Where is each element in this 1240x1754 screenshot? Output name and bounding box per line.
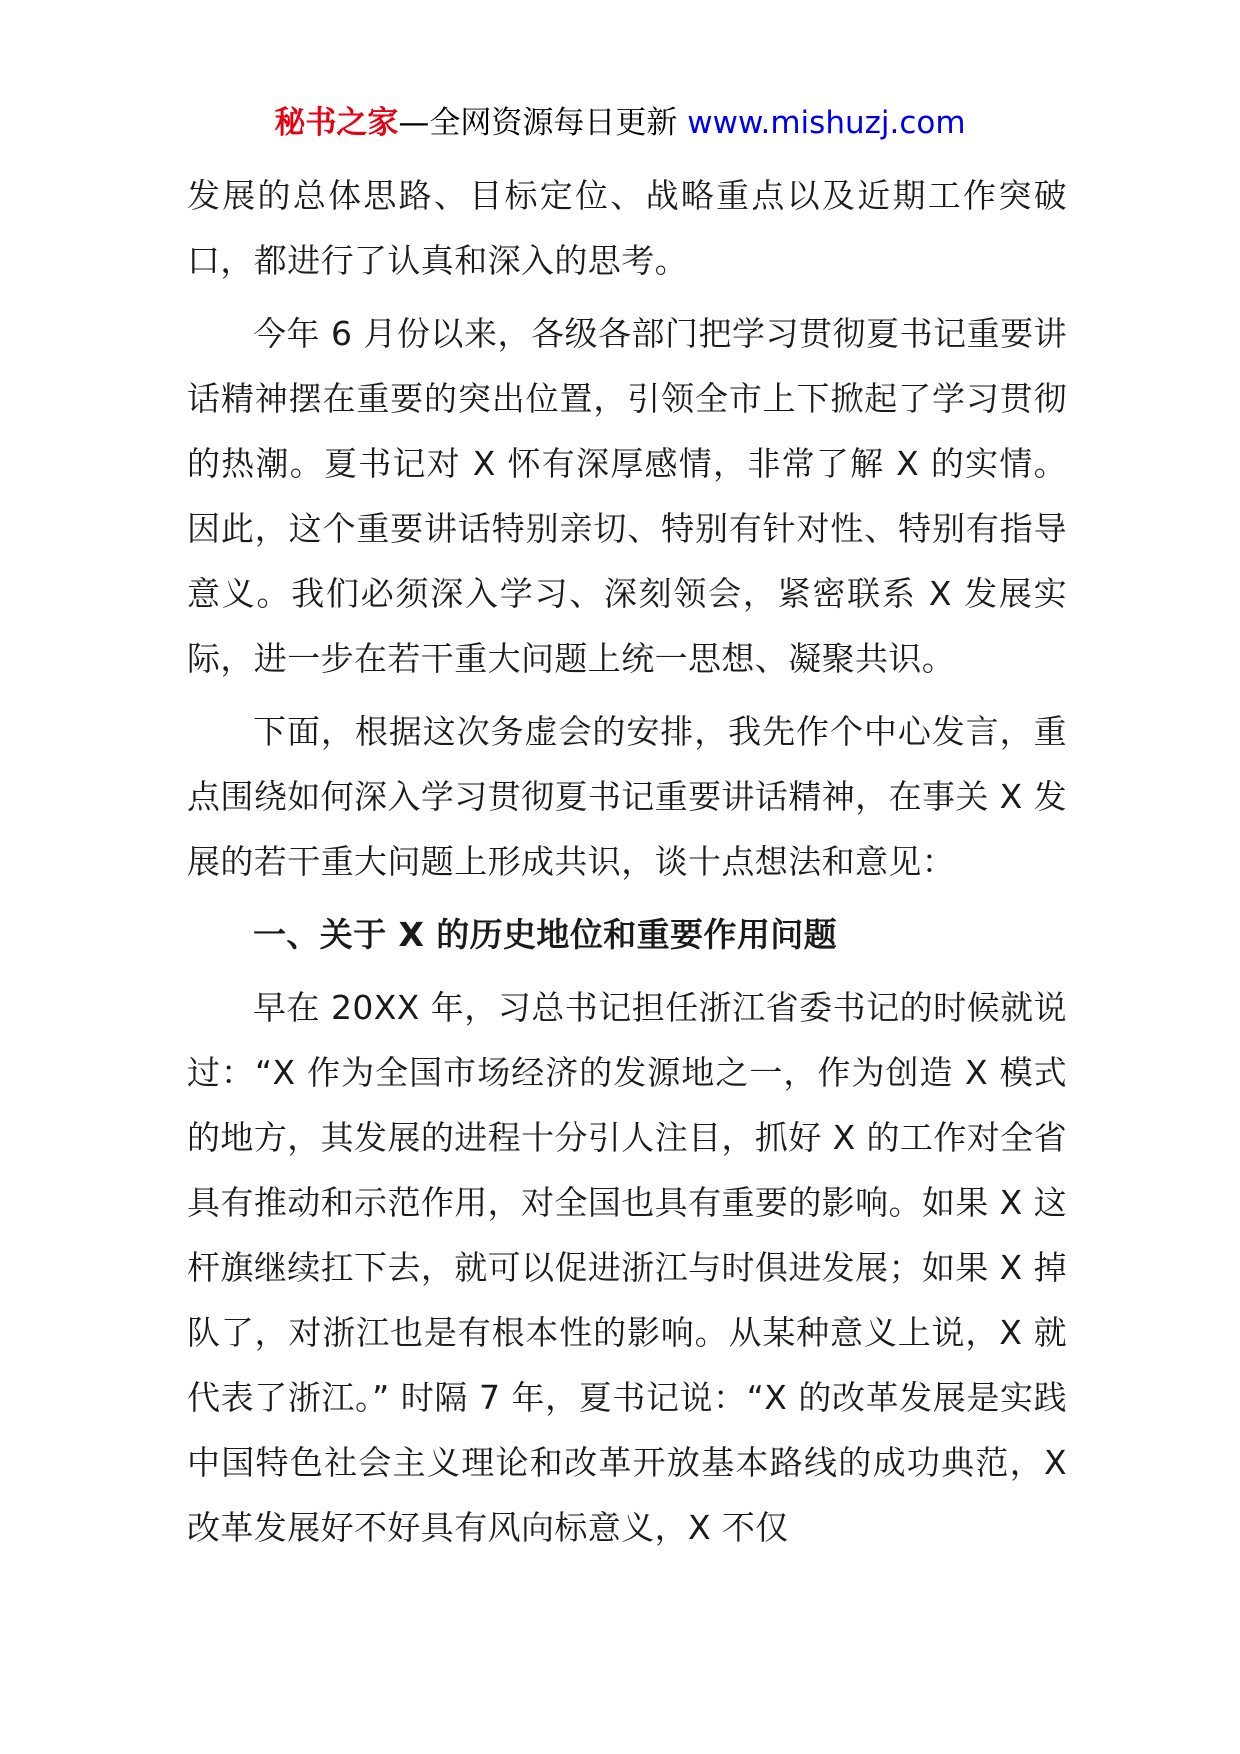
website-link[interactable]: www.mishuzj.com (687, 105, 966, 141)
section-heading: 一、关于 X 的历史地位和重要作用问题 (253, 915, 838, 954)
paragraph-continuation: 发展的总体思路、目标定位、战略重点以及近期工作突破口，都进行了认真和深入的思考。 (187, 176, 1067, 280)
page-header (0, 100, 1240, 146)
paragraph: 今年 6 月份以来，各级各部门把学习贯彻夏书记重要讲话精神摆在重要的突出位置，引领全市上下掀起了学习贯彻的热潮。夏书记对 X 怀有深厚感情，非常了解 X 的实情。因此，这个重要讲话特别亲切、特别有针对性、特别有指导意义。我们必须深入学习、深刻领会，紧密联系 X 发展实际，进一步在若干重大问题上统一思想、凝聚共识。 (187, 314, 1067, 678)
brand-name: 秘书之家 (274, 105, 399, 141)
document-body (187, 163, 1067, 1560)
paragraph: 下面，根据这次务虚会的安排，我先作个中心发言，重点围绕如何深入学习贯彻夏书记重要讲话精神，在事关 X 发展的若干重大问题上形成共识，谈十点想法和意见： (187, 712, 1067, 881)
paragraph: 早在 20XX 年，习总书记担任浙江省委书记的时候就说过：“X 作为全国市场经济的发源地之一，作为创造 X 模式的地方，其发展的进程十分引人注目，抓好 X 的工作对全省具有推动和示范作用，对全国也具有重要的影响。如果 X 这杆旗继续扛下去，就可以促进浙江与时俱进发展；如果 X 掉队了，对浙江也是有根本性的影响。从某种意义上说，X 就代表了浙江。” 时隔 7 年，夏书记说：“X 的改革发展是实践中国特色社会主义理论和改革开放基本路线的成功典范，X 改革发展好不好具有风向标意义，X 不仅 (187, 988, 1067, 1547)
header-tagline: —全网资源每日更新 (398, 105, 688, 141)
